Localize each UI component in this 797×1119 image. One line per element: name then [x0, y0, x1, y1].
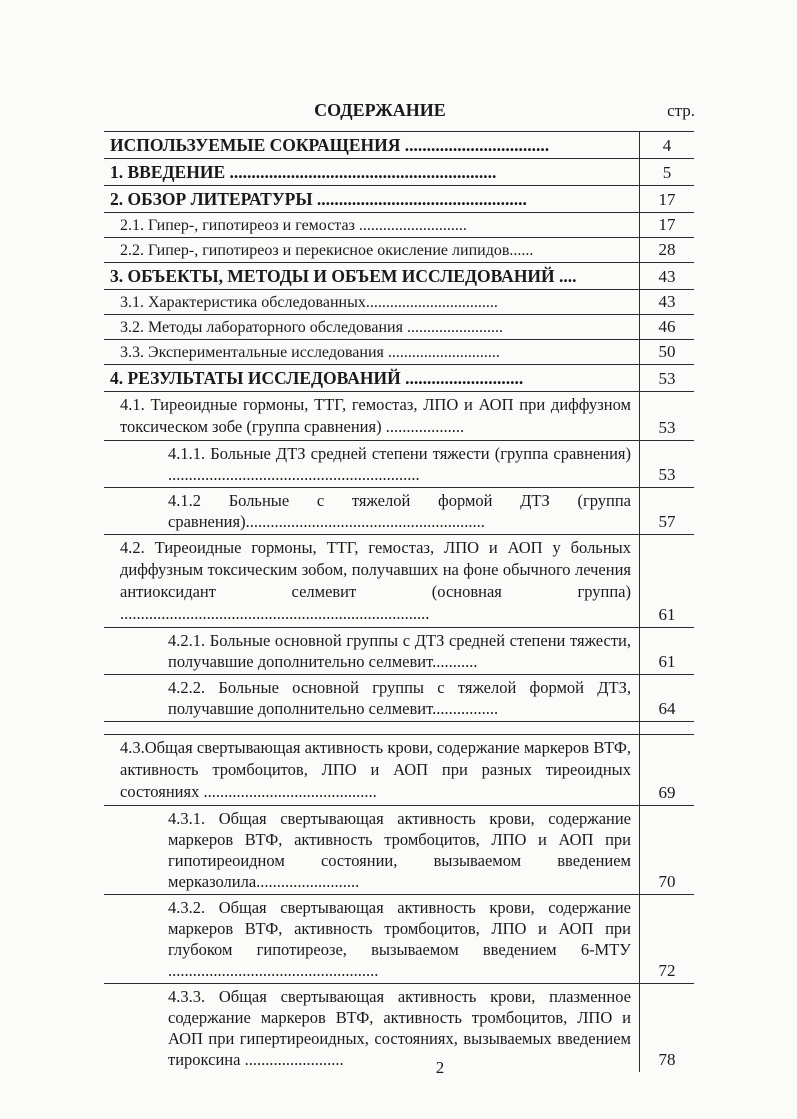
toc-row [104, 238, 694, 263]
toc-row [104, 186, 694, 213]
toc-row [104, 365, 694, 392]
toc-entry-page: 57 [640, 488, 695, 535]
toc-row [104, 315, 694, 340]
toc-entry-text: 4.2.2. Больные основной группы с тяжелой формой ДТЗ, получавшие дополнительно селмевит................ [104, 675, 640, 722]
toc-entry-text: 4.3.3. Общая свертывающая активность крови, плазменное содержание маркеров ВТФ, активность тромбоцитов, ЛПО и АОП при гипертиреоидных, состояниях, вызываемых введением тироксина ........................ [104, 984, 640, 1073]
page-column-label: стр. [667, 101, 695, 120]
toc-entry-page: 28 [640, 238, 695, 263]
toc-entry-page: 64 [640, 675, 695, 722]
toc-row [104, 675, 694, 722]
page-number: 2 [435, 1058, 445, 1077]
toc-entry-page: 50 [640, 340, 695, 365]
toc-entry-page: 61 [640, 535, 695, 628]
toc-entry-page: 78 [640, 984, 695, 1073]
toc-row [104, 290, 694, 315]
toc-entry-page: 53 [640, 392, 695, 441]
toc-entry-text: 3. ОБЪЕКТЫ, МЕТОДЫ И ОБЪЕМ ИССЛЕДОВАНИЙ .... [104, 263, 640, 290]
toc-entry-page: 5 [640, 159, 695, 186]
toc-entry-text: 3.3. Экспериментальные исследования ............................ [104, 340, 640, 365]
toc-entry-text: 3.2. Методы лабораторного обследования ........................ [104, 315, 640, 340]
toc-entry-text: 4.3.1. Общая свертывающая активность крови, содержание маркеров ВТФ, активность тромбоцитов, ЛПО и АОП при гипотиреоидном состоянии, вызываемом введением мерказолила......................... [104, 806, 640, 895]
toc-entry-text: 4.2. Тиреоидные гормоны, ТТГ, гемостаз, ЛПО и АОП у больных диффузным токсическим зобом, получавших на фоне обычного лечения антиоксидант селмевит (основная группа) ........................................................................... [104, 535, 640, 628]
toc-row [104, 722, 694, 735]
toc-entry-page: 53 [640, 441, 695, 488]
toc-row [104, 984, 694, 1073]
toc-entry-page [640, 722, 695, 735]
toc-entry-page: 72 [640, 895, 695, 984]
toc-entry-text: 2.2. Гипер-, гипотиреоз и перекисное окисление липидов...... [104, 238, 640, 263]
toc-row [104, 806, 694, 895]
toc-row [104, 213, 694, 238]
toc-entry-page: 53 [640, 365, 695, 392]
toc-entry-page: 17 [640, 213, 695, 238]
toc-entry-text: 3.1. Характеристика обследованных................................. [104, 290, 640, 315]
toc-entry-text: 4.1.1. Больные ДТЗ средней степени тяжести (группа сравнения) ............................................................. [104, 441, 640, 488]
toc-entry-text: 2.1. Гипер-, гипотиреоз и гемостаз ........................... [104, 213, 640, 238]
toc-entry-page: 61 [640, 628, 695, 675]
toc-row [104, 441, 694, 488]
toc-row [104, 895, 694, 984]
toc-entry-text: 4.3.Общая свертывающая активность крови, содержание маркеров ВТФ, активность тромбоцитов, ЛПО и АОП при разных тиреоидных состояниях .......................................... [104, 735, 640, 806]
toc-entry-page: 43 [640, 290, 695, 315]
toc-row [104, 392, 694, 441]
toc-row [104, 263, 694, 290]
toc-entry-text: 4.3.2. Общая свертывающая активность крови, содержание маркеров ВТФ, активность тромбоцитов, ЛПО и АОП при глубоком гипотиреозе, вызываемом введением 6-МТУ ................................................... [104, 895, 640, 984]
page-title: СОДЕРЖАНИЕ [314, 100, 446, 120]
toc-row [104, 340, 694, 365]
toc-entry-text: 1. ВВЕДЕНИЕ ............................................................. [104, 159, 640, 186]
toc-row [104, 159, 694, 186]
toc-row [104, 488, 694, 535]
toc-entry-page: 70 [640, 806, 695, 895]
table-of-contents [104, 131, 694, 1072]
toc-entry-page: 17 [640, 186, 695, 213]
toc-entry-text: 4.1. Тиреоидные гормоны, ТТГ, гемостаз, ЛПО и АОП при диффузном токсическом зобе (группа сравнения) ................... [104, 392, 640, 441]
toc-entry-text: 4.1.2 Больные с тяжелой формой ДТЗ (группа сравнения).......................................................... [104, 488, 640, 535]
toc-row [104, 628, 694, 675]
toc-row [104, 535, 694, 628]
toc-entry-page: 4 [640, 132, 695, 159]
toc-entry-page: 43 [640, 263, 695, 290]
toc-row [104, 735, 694, 806]
toc-row [104, 132, 694, 159]
toc-entry-text [104, 722, 640, 735]
toc-entry-text: 4. РЕЗУЛЬТАТЫ ИССЛЕДОВАНИЙ ........................... [104, 365, 640, 392]
toc-entry-page: 69 [640, 735, 695, 806]
toc-entry-text: 4.2.1. Больные основной группы с ДТЗ средней степени тяжести, получавшие дополнительно селмевит........... [104, 628, 640, 675]
toc-entry-page: 46 [640, 315, 695, 340]
toc-entry-text: ИСПОЛЬЗУЕМЫЕ СОКРАЩЕНИЯ ................................. [104, 132, 640, 159]
toc-entry-text: 2. ОБЗОР ЛИТЕРАТУРЫ ................................................ [104, 186, 640, 213]
